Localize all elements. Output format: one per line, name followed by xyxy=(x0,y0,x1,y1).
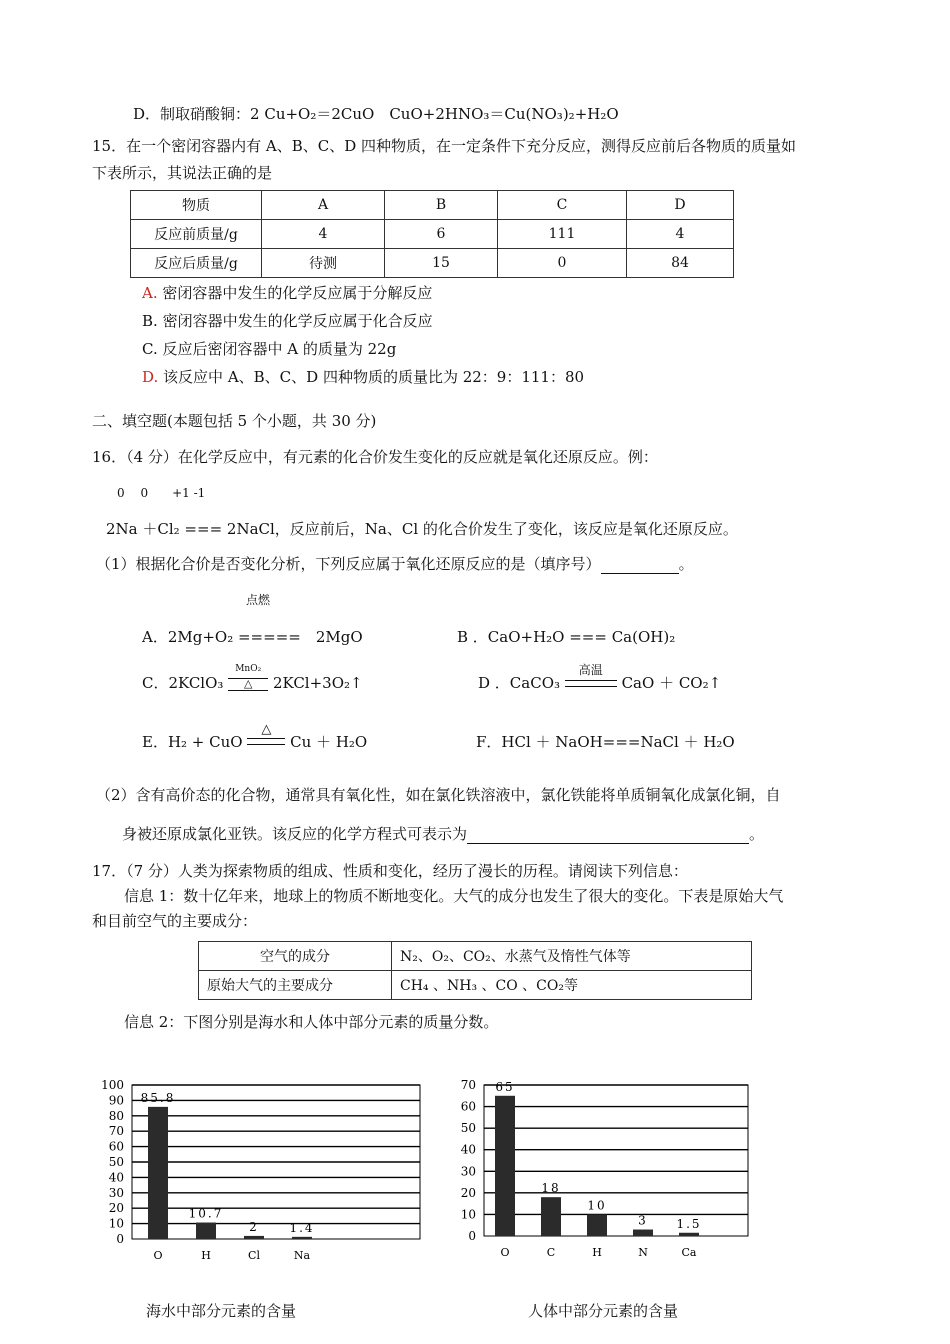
x-tick-label: C xyxy=(546,1246,556,1259)
x-tick-label: H xyxy=(201,1249,211,1262)
option-text: 密闭容器中发生的化学反应属于化合反应 xyxy=(162,312,433,330)
x-tick-label: O xyxy=(153,1249,163,1262)
q16-part2-line2 xyxy=(122,823,764,844)
q15-option-c[interactable] xyxy=(142,338,396,359)
data-label: 1.5 xyxy=(676,1216,702,1231)
q16-part1-text: （1）根据化合价是否变化分析，下列反应属于氧化还原反应的是（填序号） xyxy=(96,555,601,573)
option-text: 反应后密闭容器中 A 的质量为 22g xyxy=(162,340,397,358)
table-cell: CH₄ 、NH₃ 、CO 、CO₂等 xyxy=(392,971,752,1000)
q16-example: 2Na ＋Cl₂ === 2NaCl，反应前后，Na、Cl 的化合价发生了变化，该反应是氧化还原反应。 xyxy=(106,520,738,538)
table-cell: A xyxy=(262,191,385,220)
y-tick-label: 10 xyxy=(460,1207,476,1222)
q16-part2-text: 身被还原成氯化亚铁。该反应的化学方程式可表示为 xyxy=(122,825,468,843)
human-body-element-chart xyxy=(448,1068,768,1278)
table-cell: 0 xyxy=(498,249,627,278)
equals-line xyxy=(565,686,617,687)
y-tick-label: 70 xyxy=(460,1078,476,1092)
table-cell: 84 xyxy=(627,249,734,278)
seawater-chart-title: 海水中部分元素的含量 xyxy=(146,1302,297,1320)
heat-symbol: △ xyxy=(261,722,272,737)
period: 。 xyxy=(749,825,765,843)
bar xyxy=(148,1107,168,1239)
equals-line xyxy=(247,738,285,739)
heat-symbol: △ xyxy=(243,677,253,690)
table-row xyxy=(131,220,734,249)
y-tick-label: 20 xyxy=(460,1185,476,1200)
bar xyxy=(495,1096,515,1236)
answer-blank-1[interactable] xyxy=(601,555,679,574)
q17-info1-line1: 信息 1：数十亿年来，地球上的物质不断地变化。大气的成分也发生了很大的变化。下表是原始大气 xyxy=(124,887,784,905)
reaction-d-left: D ．CaCO₃ xyxy=(478,674,561,692)
y-tick-label: 50 xyxy=(460,1121,476,1136)
equals-line xyxy=(565,680,617,681)
y-tick-label: 80 xyxy=(108,1108,124,1123)
table-cell: 原始大气的主要成分 xyxy=(199,971,392,1000)
y-tick-label: 60 xyxy=(108,1139,124,1154)
option-letter: A. xyxy=(142,284,158,302)
section-title: 二、填空题(本题包括 5 个小题，共 30 分) xyxy=(92,412,377,430)
answer-blank-2[interactable] xyxy=(467,825,749,844)
condition-arrow xyxy=(247,722,285,752)
x-tick-label: Cl xyxy=(248,1249,260,1262)
reaction-c xyxy=(142,664,363,693)
y-tick-label: 30 xyxy=(460,1164,476,1179)
q17-info1-line2: 和目前空气的主要成分： xyxy=(92,912,258,930)
q15-mass-table xyxy=(130,190,734,278)
y-tick-label: 40 xyxy=(108,1170,124,1185)
table-cell: 反应前质量/g xyxy=(131,220,262,249)
data-label: 10 xyxy=(587,1198,607,1213)
table-cell: C xyxy=(498,191,627,220)
equals-line xyxy=(228,690,268,691)
condition-arrow xyxy=(565,663,617,693)
x-tick-label: Na xyxy=(293,1249,311,1262)
condition-ignite: 点燃 xyxy=(246,593,271,607)
table-cell: 15 xyxy=(385,249,498,278)
reaction-d xyxy=(478,663,722,693)
reaction-c-right: 2KCl+3O₂↑ xyxy=(272,674,363,692)
table-cell: B xyxy=(385,191,498,220)
reaction-b: B ．CaO+H₂O === Ca(OH)₂ xyxy=(457,628,676,646)
y-tick-label: 0 xyxy=(468,1229,476,1243)
x-tick-label: H xyxy=(592,1246,602,1259)
x-tick-label: N xyxy=(638,1246,648,1259)
reaction-f: F．HCl ＋ NaOH===NaCl ＋ H₂O xyxy=(476,733,735,751)
option-text: 密闭容器中发生的化学反应属于分解反应 xyxy=(162,284,433,302)
q17-stem: 17．（7 分）人类为探索物质的组成、性质和变化，经历了漫长的历程。请阅读下列信息： xyxy=(92,862,688,880)
bar xyxy=(196,1223,216,1239)
table-row xyxy=(131,249,734,278)
q15-option-d[interactable] xyxy=(142,366,584,387)
data-label: 65 xyxy=(495,1079,515,1094)
reaction-e-right: Cu ＋ H₂O xyxy=(290,733,368,751)
y-tick-label: 40 xyxy=(460,1142,476,1157)
high-temp-label: 高温 xyxy=(578,663,603,677)
y-tick-label: 0 xyxy=(116,1232,124,1246)
y-tick-label: 70 xyxy=(108,1124,124,1139)
table-header-row xyxy=(131,191,734,220)
bar xyxy=(244,1236,264,1239)
y-tick-label: 100 xyxy=(101,1078,124,1092)
table-cell: D xyxy=(627,191,734,220)
table-cell: 6 xyxy=(385,220,498,249)
table-cell: N₂、O₂、CO₂、水蒸气及惰性气体等 xyxy=(392,942,752,971)
reaction-a: A．2Mg+O₂ ===== 2MgO xyxy=(142,628,363,646)
atmosphere-table xyxy=(198,941,752,1000)
option-text: 该反应中 A、B、C、D 四种物质的质量比为 22：9：111：80 xyxy=(163,368,585,386)
catalyst-label: MnO₂ xyxy=(235,664,262,674)
condition-arrow xyxy=(228,664,268,693)
y-tick-label: 50 xyxy=(108,1155,124,1169)
data-label: 85.8 xyxy=(140,1090,176,1105)
bar xyxy=(541,1197,561,1236)
bar xyxy=(679,1233,699,1236)
bar xyxy=(292,1237,312,1239)
plot-area xyxy=(484,1085,748,1236)
y-tick-label: 90 xyxy=(108,1093,124,1108)
reaction-e xyxy=(142,722,368,752)
data-label: 10.7 xyxy=(188,1206,224,1221)
y-tick-label: 10 xyxy=(108,1216,124,1231)
table-cell: 4 xyxy=(627,220,734,249)
table-cell: 空气的成分 xyxy=(199,942,392,971)
y-tick-label: 60 xyxy=(460,1099,476,1114)
reaction-d-right: CaO ＋ CO₂↑ xyxy=(621,674,722,692)
table-row xyxy=(199,942,752,971)
x-tick-label: O xyxy=(500,1246,510,1259)
table-cell: 物质 xyxy=(131,191,262,220)
y-tick-label: 20 xyxy=(108,1201,124,1216)
bar xyxy=(633,1230,653,1236)
seawater-element-chart xyxy=(90,1068,430,1278)
equals-line xyxy=(247,744,285,745)
table-cell: 反应后质量/g xyxy=(131,249,262,278)
q16-stem: 16．（4 分）在化学反应中，有元素的化合价发生变化的反应就是氧化还原反应。例： xyxy=(92,448,658,466)
q17-info2: 信息 2：下图分别是海水和人体中部分元素的质量分数。 xyxy=(124,1013,499,1031)
q15-option-a[interactable] xyxy=(142,282,432,303)
option-letter: B. xyxy=(142,312,158,330)
q16-part2-line1: （2）含有高价态的化合物，通常具有氧化性，如在氯化铁溶液中，氯化铁能将单质铜氧化成氯化铜，自 xyxy=(96,786,781,804)
table-row xyxy=(199,971,752,1000)
option-letter: D. xyxy=(142,368,159,386)
data-label: 2 xyxy=(249,1219,259,1234)
table-cell: 待测 xyxy=(262,249,385,278)
q15-stem-line1: 15．在一个密闭容器内有 A、B、C、D 四种物质，在一定条件下充分反应，测得反应前后各物质的质量如 xyxy=(92,137,796,155)
reaction-e-left: E．H₂ + CuO xyxy=(142,733,243,751)
q16-valences: 0 0 +1 -1 xyxy=(117,486,206,500)
x-tick-label: Ca xyxy=(681,1246,697,1259)
q14-option-d: D．制取硝酸铜：2 Cu+O₂＝2CuO CuO+2HNO₃＝Cu(NO₃)₂+H₂O xyxy=(133,105,619,123)
table-cell: 111 xyxy=(498,220,627,249)
bar xyxy=(587,1214,607,1236)
data-label: 3 xyxy=(638,1213,648,1228)
option-letter: C. xyxy=(142,340,158,358)
q15-stem-line2: 下表所示，其说法正确的是 xyxy=(92,164,273,182)
reaction-c-left: C．2KClO₃ xyxy=(142,674,224,692)
q15-option-b[interactable] xyxy=(142,310,433,331)
data-label: 18 xyxy=(541,1181,561,1196)
y-tick-label: 30 xyxy=(108,1185,124,1200)
body-chart-title: 人体中部分元素的含量 xyxy=(528,1302,679,1320)
table-cell: 4 xyxy=(262,220,385,249)
q16-part1: （1）根据化合价是否变化分析，下列反应属于氧化还原反应的是（填序号） 。 xyxy=(96,555,694,573)
data-label: 1.4 xyxy=(289,1220,315,1235)
